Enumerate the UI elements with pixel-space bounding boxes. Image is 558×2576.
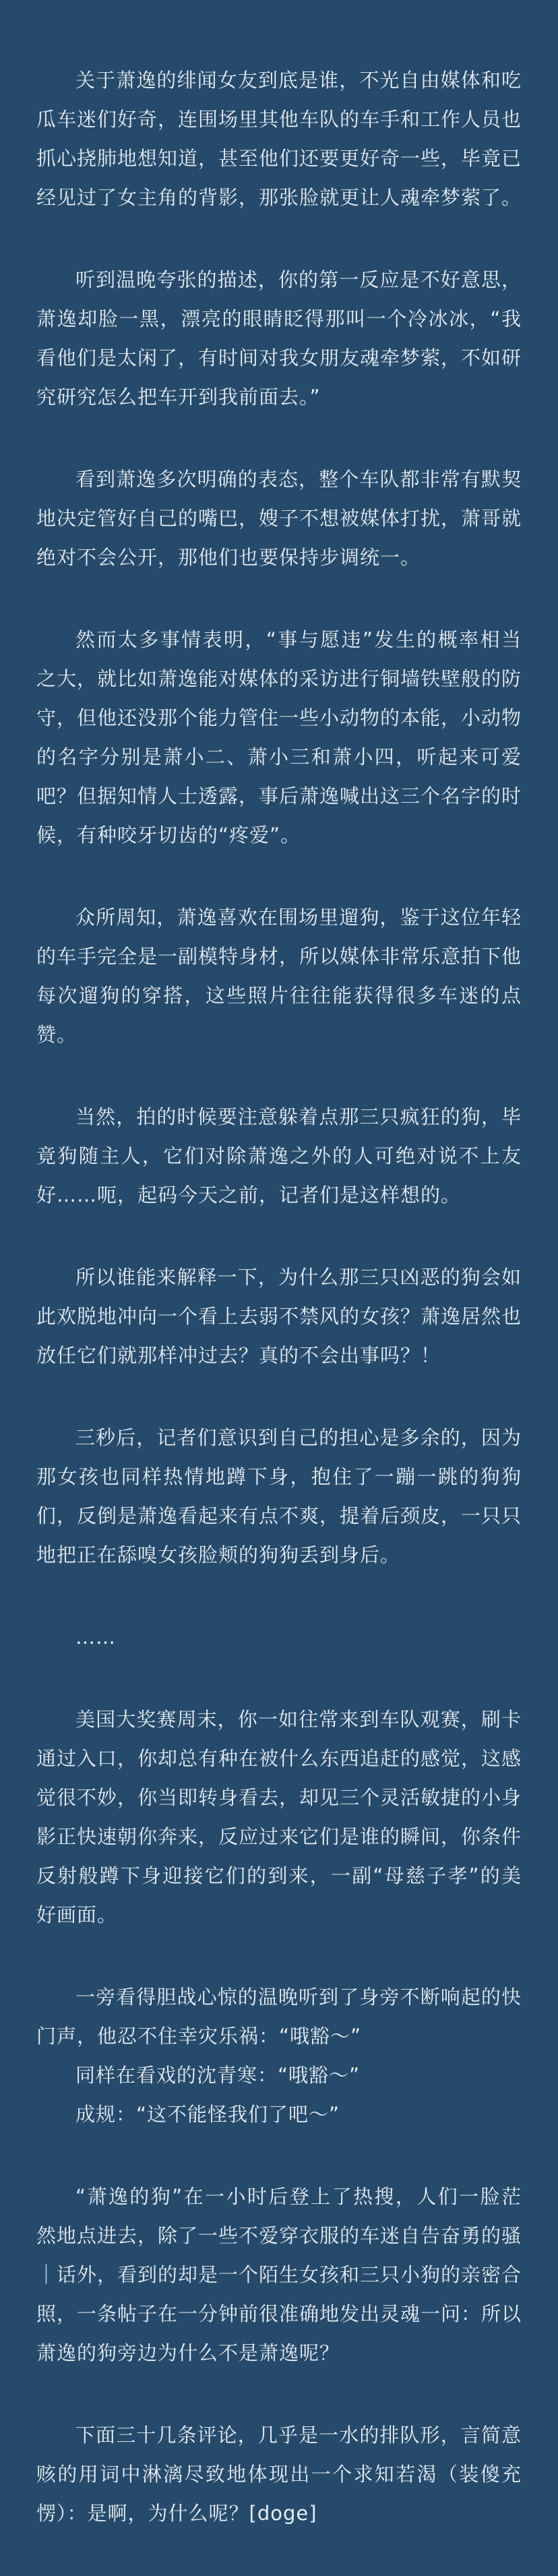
paragraph-8: 三秒后，记者们意识到自己的担心是多余的，因为那女孩也同样热情地蹲下身，抱住了一蹦一跳的狗狗们，反倒是萧逸看起来有点不爽，提着后颈皮，一只只地把正在舔嗅女孩脸颊的狗狗丢到身后。 [36, 1426, 522, 1566]
paragraph-3: 看到萧逸多次明确的表态，整个车队都非常有默契地决定管好自己的嘴巴，嫂子不想被媒体打扰，萧哥就绝对不会公开，那他们也要保持步调统一。 [36, 468, 522, 569]
article-body [36, 61, 522, 2576]
paragraph-6: 当然，拍的时候要注意躲着点那三只疯狂的狗，毕竟狗随主人，它们对除萧逸之外的人可绝对说不上友好……呃，起码今天之前，记者们是这样想的。 [36, 1105, 522, 1206]
dialogue-block [36, 1977, 522, 2134]
paragraph-7: 所以谁能来解释一下，为什么那三只凶恶的狗会如此欢脱地冲向一个看上去弱不禁风的女孩？萧逸居然也放任它们就那样冲过去？真的不会出事吗？！ [36, 1266, 522, 1367]
dialogue-line-2: 同样在看戏的沈青寒：“哦豁～” [75, 2064, 361, 2087]
paragraph-2: 听到温晚夸张的描述，你的第一反应是不好意思，萧逸却脸一黑，漂亮的眼睛眨得那叫一个冷冰冰，“我看他们是太闲了，有时间对我女朋友魂牵梦萦，不如研究研究怎么把车开到我前面去。” [36, 268, 522, 408]
ellipsis-separator: …… [75, 1626, 116, 1649]
paragraph-11: 下面三十几条评论，几乎是一水的排队形，言简意赅的用词中淋漓尽致地体现出一个求知若渴（装傻充愣）：是啊，为什么呢？[doge] [36, 2424, 522, 2525]
paragraph-5: 众所周知，萧逸喜欢在围场里遛狗，鉴于这位年轻的车手完全是一副模特身材，所以媒体非常乐意拍下他每次遛狗的穿搭，这些照片往往能获得很多车迷的点赞。 [36, 906, 522, 1046]
dialogue-line-1: 一旁看得胆战心惊的温晚听到了身旁不断响起的快门声，他忍不住幸灾乐祸：“哦豁～” [36, 1986, 522, 2048]
paragraph-4: 然而太多事情表明，“事与愿违”发生的概率相当之大，就比如萧逸能对媒体的采访进行铜墙铁壁般的防守，但他还没那个能力管住一些小动物的本能，小动物的名字分别是萧小二、萧小三和萧小四，听起来可爱吧？但据知情人士透露，事后萧逸喊出这三个名字的时候，有种咬牙切齿的“疼爱”。 [36, 628, 522, 847]
paragraph-10: “萧逸的狗”在一小时后登上了热搜，人们一脸茫然地点进去，除了一些不爱穿衣服的车迷自告奋勇的骚｜话外，看到的却是一个陌生女孩和三只小狗的亲密合照，一条帖子在一分钟前很准确地发出灵魂一问：所以萧逸的狗旁边为什么不是萧逸呢？ [36, 2185, 522, 2364]
paragraph-9: 美国大奖赛周末，你一如往常来到车队观赛，刷卡通过入口，你却总有种在被什么东西追赶的感觉，这感觉很不妙，你当即转身看去，却见三个灵活敏捷的小身影正快速朝你奔来，反应过来它们是谁的瞬间，你条件反射般蹲下身迎接它们的到来，一副“母慈子孝”的美好画面。 [36, 1708, 522, 1926]
dialogue-line-3: 成规：“这不能怪我们了吧～” [75, 2103, 340, 2126]
paragraph-1: 关于萧逸的绯闻女友到底是谁，不光自由媒体和吃瓜车迷们好奇，连围场里其他车队的车手和工作人员也抓心挠肺地想知道，甚至他们还要更好奇一些，毕竟已经见过了女主角的背影，那张脸就更让人魂牵梦萦了。 [36, 69, 522, 209]
